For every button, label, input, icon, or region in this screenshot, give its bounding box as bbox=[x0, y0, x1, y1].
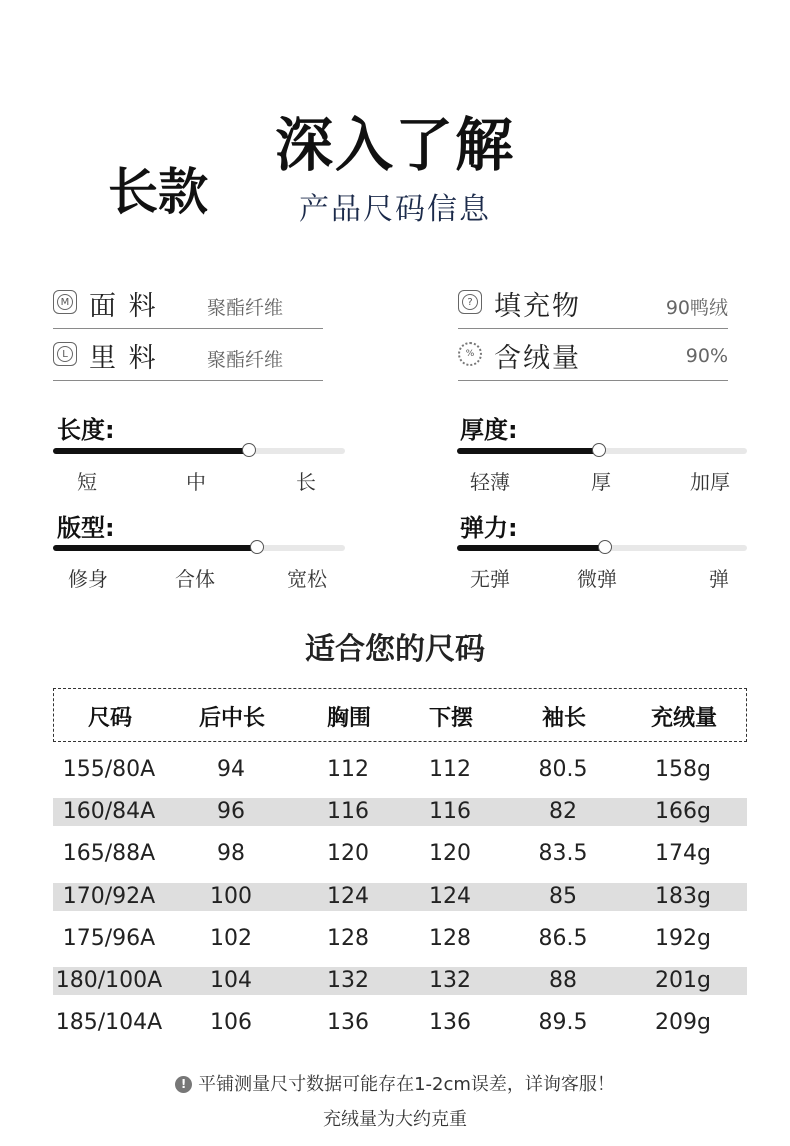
table-cell: 104 bbox=[210, 968, 252, 993]
slider-tick: 宽松 bbox=[287, 567, 327, 591]
table-cell: 170/92A bbox=[62, 883, 156, 909]
table-cell: 128 bbox=[429, 925, 471, 951]
table-cell: 165/88A bbox=[62, 841, 156, 867]
style-label: 长款 bbox=[108, 163, 208, 221]
slider-knob bbox=[242, 443, 256, 457]
table-cell: 120 bbox=[429, 841, 471, 867]
lining-icon: L bbox=[53, 342, 77, 366]
table-cell: 116 bbox=[327, 799, 369, 825]
attr-value: 90鸭绒 bbox=[665, 297, 728, 319]
table-cell: 192g bbox=[655, 925, 711, 951]
length-slider bbox=[53, 448, 345, 454]
table-cell: 112 bbox=[327, 757, 369, 782]
attr-value: 90% bbox=[685, 345, 728, 367]
length-label: 长度: bbox=[57, 416, 115, 444]
slider-tick: 弹 bbox=[709, 567, 729, 591]
attr-label: 填充物 bbox=[494, 291, 581, 322]
table-cell: 160/84A bbox=[62, 799, 156, 825]
table-row bbox=[53, 925, 747, 953]
attr-label: 面 料 bbox=[89, 291, 158, 322]
slider-tick: 无弹 bbox=[470, 567, 510, 591]
table-row bbox=[53, 840, 747, 868]
elasticity-slider bbox=[457, 545, 747, 551]
table-cell: 116 bbox=[429, 799, 471, 825]
attr-value: 聚酯纤维 bbox=[207, 349, 284, 371]
table-cell: 96 bbox=[217, 799, 245, 825]
table-cell: 120 bbox=[327, 841, 369, 867]
table-cell: 112 bbox=[429, 757, 471, 782]
question-icon: ? bbox=[458, 290, 482, 314]
table-cell: 180/100A bbox=[55, 968, 163, 993]
down-weight-note: 充绒量为大约克重 bbox=[323, 1109, 467, 1130]
slider-tick: 微弹 bbox=[577, 567, 617, 591]
table-row bbox=[53, 967, 747, 995]
table-cell: 86.5 bbox=[538, 925, 588, 951]
size-table-title: 适合您的尺码 bbox=[305, 632, 485, 667]
slider-fill bbox=[53, 448, 249, 454]
table-cell: 124 bbox=[429, 883, 471, 909]
table-cell: 166g bbox=[655, 799, 711, 825]
attr-label: 含绒量 bbox=[494, 343, 581, 374]
slider-tick: 合体 bbox=[175, 567, 215, 591]
attr-filling bbox=[458, 288, 728, 329]
slider-knob bbox=[250, 540, 264, 554]
slider-knob bbox=[592, 443, 606, 457]
column-header: 袖长 bbox=[541, 706, 587, 731]
size-table-header bbox=[53, 688, 747, 742]
table-cell: 82 bbox=[549, 799, 577, 825]
table-row bbox=[53, 798, 747, 826]
slider-tick: 长 bbox=[296, 470, 316, 494]
slider-knob bbox=[598, 540, 612, 554]
percent-icon: % bbox=[458, 342, 482, 366]
page-subtitle: 产品尺码信息 bbox=[299, 192, 491, 227]
attr-fabric bbox=[53, 288, 323, 329]
table-cell: 183g bbox=[655, 883, 711, 909]
warning-icon: ! bbox=[175, 1076, 192, 1093]
slider-tick: 中 bbox=[186, 470, 206, 494]
fabric-icon: M bbox=[53, 290, 77, 314]
table-cell: 201g bbox=[655, 968, 711, 993]
slider-tick: 轻薄 bbox=[470, 470, 510, 494]
column-header: 尺码 bbox=[87, 706, 133, 731]
table-cell: 136 bbox=[429, 1010, 471, 1036]
table-cell: 88 bbox=[549, 968, 577, 993]
column-header: 胸围 bbox=[326, 706, 372, 731]
table-cell: 132 bbox=[429, 968, 471, 993]
table-cell: 94 bbox=[217, 757, 245, 782]
table-cell: 185/104A bbox=[55, 1010, 163, 1036]
table-cell: 209g bbox=[655, 1010, 711, 1036]
table-cell: 102 bbox=[210, 925, 252, 951]
fit-label: 版型: bbox=[57, 514, 115, 542]
slider-tick: 短 bbox=[77, 470, 97, 494]
table-cell: 85 bbox=[549, 883, 577, 909]
thickness-slider bbox=[457, 448, 747, 454]
column-header: 充绒量 bbox=[650, 706, 718, 731]
table-cell: 80.5 bbox=[538, 757, 588, 782]
slider-tick: 加厚 bbox=[690, 470, 730, 494]
page-title: 深入了解 bbox=[274, 111, 515, 179]
column-header: 后中长 bbox=[198, 706, 266, 731]
table-cell: 83.5 bbox=[538, 841, 588, 867]
slider-fill bbox=[53, 545, 257, 551]
table-cell: 158g bbox=[655, 757, 711, 782]
thickness-label: 厚度: bbox=[460, 416, 518, 444]
slider-fill bbox=[457, 448, 599, 454]
attr-lining bbox=[53, 340, 323, 381]
attr-value: 聚酯纤维 bbox=[207, 297, 284, 319]
table-cell: 124 bbox=[327, 883, 369, 909]
table-cell: 128 bbox=[327, 925, 369, 951]
attr-label: 里 料 bbox=[89, 343, 158, 374]
elasticity-label: 弹力: bbox=[460, 514, 518, 542]
slider-tick: 修身 bbox=[68, 567, 108, 591]
column-header: 下摆 bbox=[428, 706, 474, 731]
table-cell: 132 bbox=[327, 968, 369, 993]
table-cell: 174g bbox=[655, 841, 711, 867]
table-cell: 89.5 bbox=[538, 1010, 588, 1036]
table-cell: 155/80A bbox=[62, 757, 156, 782]
table-cell: 106 bbox=[210, 1010, 252, 1036]
note-text: 平铺测量尺寸数据可能存在1-2cm误差，详询客服！ bbox=[198, 1074, 615, 1095]
table-row bbox=[53, 756, 747, 784]
measurement-note bbox=[0, 1070, 790, 1096]
slider-fill bbox=[457, 545, 605, 551]
table-row bbox=[53, 883, 747, 911]
attr-down-content bbox=[458, 340, 728, 381]
slider-tick: 厚 bbox=[591, 470, 611, 494]
table-cell: 100 bbox=[210, 883, 252, 909]
fit-slider bbox=[53, 545, 345, 551]
table-cell: 98 bbox=[217, 841, 245, 867]
table-cell: 136 bbox=[327, 1010, 369, 1036]
table-cell: 175/96A bbox=[62, 925, 156, 951]
table-row bbox=[53, 1009, 747, 1037]
